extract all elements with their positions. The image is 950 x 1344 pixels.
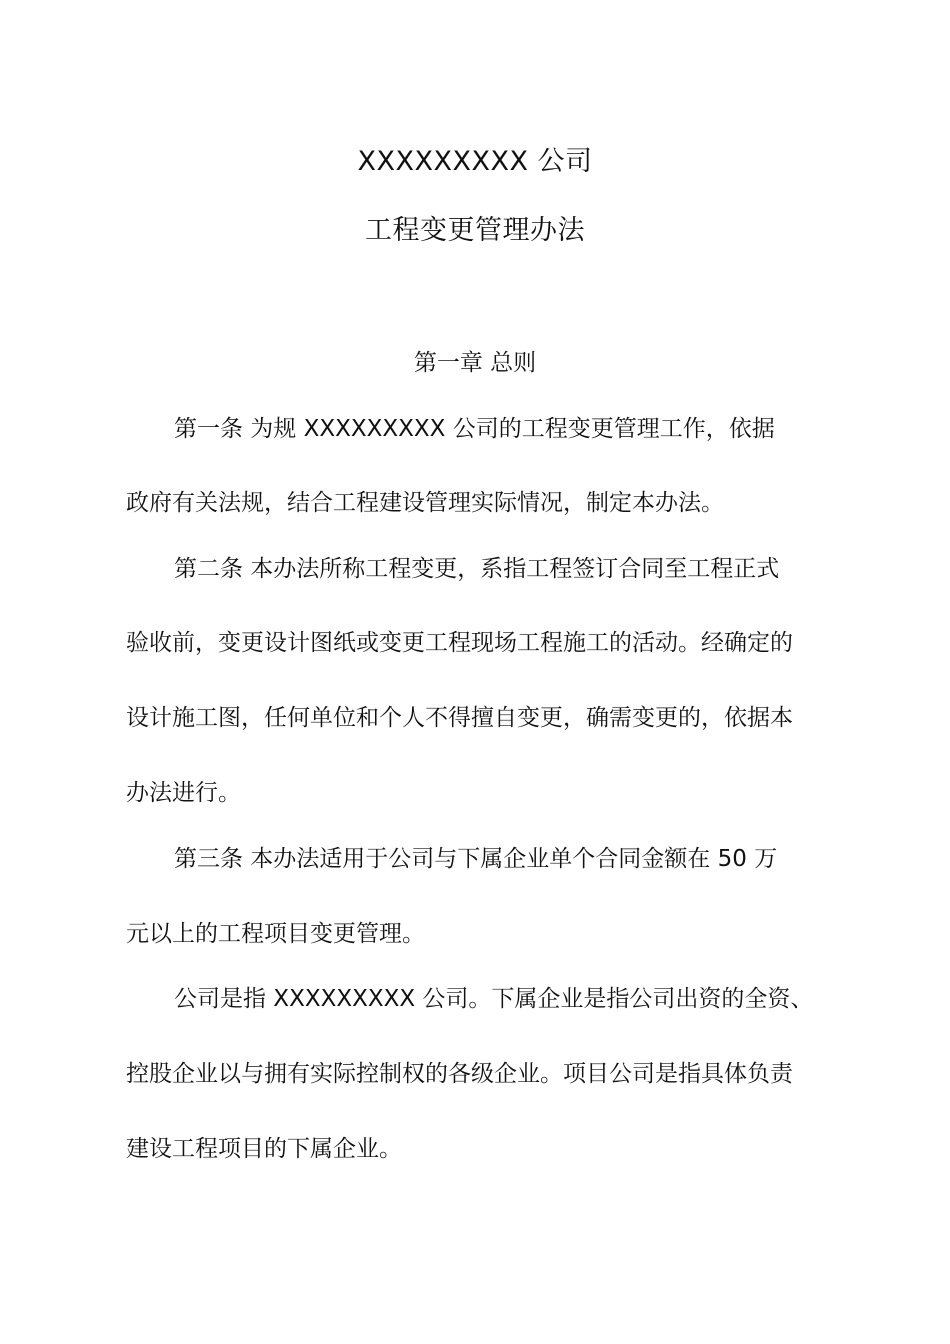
article-3-line-1: 第三条 本办法适用于公司与下属企业单个合同金额在 50 万 [174,846,778,872]
definition-line-1: 公司是指 XXXXXXXXX 公司。下属企业是指公司出资的全资、 [174,986,814,1012]
article-3-line-2: 元以上的工程项目变更管理。 [126,921,425,947]
definition-line-3: 建设工程项目的下属企业。 [126,1136,402,1162]
document-title: 工程变更管理办法 [365,215,585,246]
article-1-line-2: 政府有关法规，结合工程建设管理实际情况，制定本办法。 [126,490,724,516]
article-2-line-4: 办法进行。 [126,780,241,806]
article-2-line-3: 设计施工图，任何单位和个人不得擅自变更，确需变更的，依据本 [126,705,793,731]
definition-line-2: 控股企业以与拥有实际控制权的各级企业。项目公司是指具体负责 [126,1061,793,1087]
article-2-line-1: 第二条 本办法所称工程变更，系指工程签订合同至工程正式 [174,556,780,582]
article-1-line-1: 第一条 为规 XXXXXXXXX 公司的工程变更管理工作，依据 [174,416,775,442]
company-title: XXXXXXXXX 公司 [357,146,593,177]
article-2-line-2: 验收前，变更设计图纸或变更工程现场工程施工的活动。经确定的 [126,630,793,656]
chapter-heading: 第一章 总则 [413,350,537,376]
